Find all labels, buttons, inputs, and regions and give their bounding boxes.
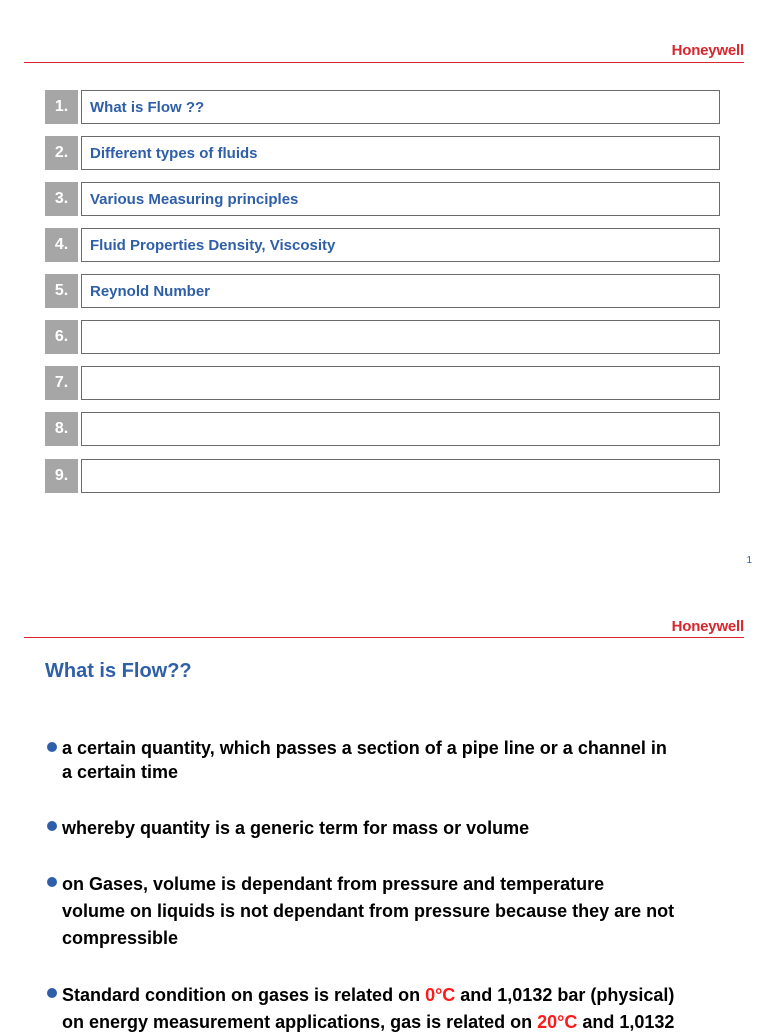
agenda-item-9 bbox=[45, 459, 720, 493]
agenda-text: Fluid Properties Density, Viscosity bbox=[81, 228, 720, 262]
bullet-line: on Gases, volume is dependant from pressure and temperature bbox=[62, 874, 605, 894]
agenda-item-3 bbox=[45, 182, 720, 216]
agenda-number: 5. bbox=[45, 274, 78, 308]
agenda-item-7 bbox=[45, 366, 720, 400]
agenda-item-5 bbox=[45, 274, 720, 308]
agenda-text: Various Measuring principles bbox=[81, 182, 720, 216]
bullet-dot-icon bbox=[47, 988, 57, 998]
honeywell-logo: Honeywell bbox=[671, 42, 744, 59]
agenda-number: 8. bbox=[45, 412, 78, 446]
bullet-dot-icon bbox=[47, 821, 57, 831]
bullet-item-4 bbox=[45, 982, 725, 1036]
highlight-temperature: 0°C bbox=[425, 985, 456, 1005]
agenda-item-2 bbox=[45, 136, 720, 170]
page-number: 1 bbox=[746, 555, 752, 566]
agenda-number: 7. bbox=[45, 366, 78, 400]
agenda-number: 2. bbox=[45, 136, 78, 170]
highlight-temperature: 20°C bbox=[537, 1012, 578, 1032]
agenda-text: What is Flow ?? bbox=[81, 90, 720, 124]
bullet-line: whereby quantity is a generic term for mass or volume bbox=[62, 818, 530, 838]
agenda-text: Different types of fluids bbox=[81, 136, 720, 170]
header-divider bbox=[24, 637, 744, 638]
agenda-text: Reynold Number bbox=[81, 274, 720, 308]
slide-title: What is Flow?? bbox=[45, 660, 192, 682]
bullet-item-1 bbox=[45, 736, 725, 784]
agenda-item-8 bbox=[45, 412, 720, 446]
bullet-line: compressible bbox=[62, 928, 179, 948]
agenda-number: 3. bbox=[45, 182, 78, 216]
bullet-dot-icon bbox=[47, 742, 57, 752]
header-divider bbox=[24, 62, 744, 63]
bullet-line: a certain time bbox=[62, 762, 179, 782]
agenda-number: 4. bbox=[45, 228, 78, 262]
bullet-dot-icon bbox=[47, 877, 57, 887]
bullet-line: volume on liquids is not dependant from pressure because they are not bbox=[62, 901, 675, 921]
bullet-item-3 bbox=[45, 871, 725, 952]
agenda-item-4 bbox=[45, 228, 720, 262]
bullet-item-2 bbox=[45, 815, 725, 842]
honeywell-logo: Honeywell bbox=[671, 618, 744, 635]
agenda-text bbox=[81, 366, 720, 400]
bullet-line: Standard condition on gases is related on 0°C and 1,0132 bar (physical) bbox=[62, 985, 675, 1005]
agenda-number: 9. bbox=[45, 459, 78, 493]
what-is-flow-slide bbox=[0, 580, 768, 1032]
agenda-number: 6. bbox=[45, 320, 78, 354]
agenda-text bbox=[81, 320, 720, 354]
bullet-line: on energy measurement applications, gas is related on 20°C and 1,0132 bbox=[62, 1012, 675, 1032]
agenda-number: 1. bbox=[45, 90, 78, 124]
agenda-text bbox=[81, 459, 720, 493]
agenda-item-1 bbox=[45, 90, 720, 124]
agenda-text bbox=[81, 412, 720, 446]
agenda-item-6 bbox=[45, 320, 720, 354]
bullet-line: a certain quantity, which passes a section of a pipe line or a channel in bbox=[62, 738, 667, 758]
